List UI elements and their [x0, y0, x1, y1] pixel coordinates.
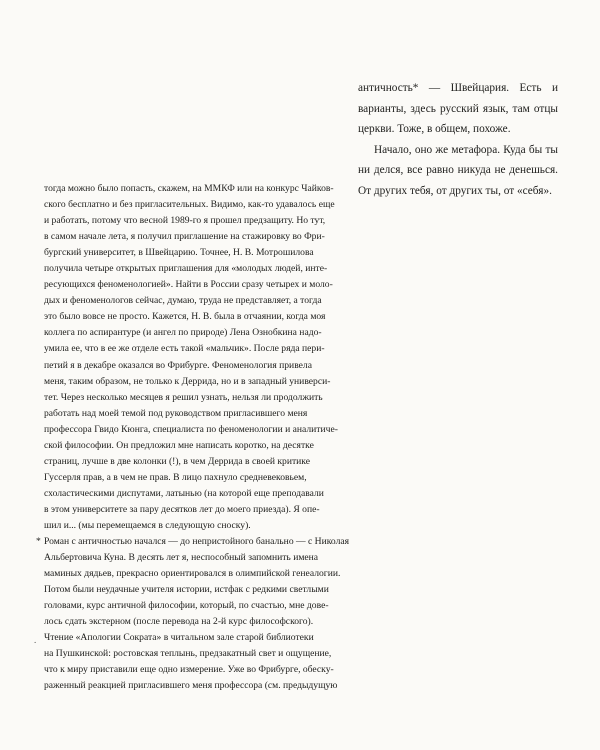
- footnote-line: профессора Гвидо Кюнга, специалиста по феноменологии и аналитиче-: [44, 423, 338, 435]
- margin-mark: .: [34, 635, 37, 645]
- footnote-line: тет. Через несколько месяцев я решил узнать, нельзя ли продолжить: [44, 391, 323, 403]
- main-paragraph-2: Начало, оно же метафора. Куда бы ты ни делся, все равно никуда не денешься. От других тебя, от других ты, от «себя».: [358, 143, 558, 197]
- footnote-line: что к миру приставили еще одно измерение. Уже во Фрибурге, обеску-: [44, 664, 334, 676]
- footnote-line: это было вовсе не просто. Кажется, Н. В. была в отчаянии, когда моя: [44, 311, 326, 323]
- footnote-line: умила ее, что в ее же отделе есть такой «мальчик». После ряда пери-: [44, 343, 325, 355]
- footnote-line: и работать, потому что весной 1989-го я прошел предзащиту. Но тут,: [44, 215, 326, 227]
- footnote-line: шил и... (мы перемещаемся в следующую сноску).: [44, 519, 251, 531]
- main-paragraph-1: античность* — Швейцария. Есть и варианты, здесь русский язык, там отцы церкви. Тоже, в общем, похоже.: [358, 82, 558, 136]
- footnote-line: ресующихся феноменологией». Найти в России сразу четырех и моло-: [44, 279, 333, 291]
- footnote-star: [36, 534, 416, 694]
- footnote-line: раженный реакцией пригласившего меня профессора (см. предыдущую: [44, 680, 338, 692]
- footnote-continuation: [44, 181, 416, 534]
- footnote-line: Альбертовича Куна. В десять лет я, неспособный запомнить имена: [44, 552, 319, 564]
- footnote-line: в самом начале лета, я получил приглашение на стажировку во Фри-: [44, 231, 325, 243]
- footnote-line: лось сдать экстерном (после перевода на 2-й курс философского).: [44, 616, 314, 628]
- footnote-line: получила четыре открытых приглашения для «молодых людей, инте-: [44, 263, 328, 275]
- footnotes: [36, 181, 416, 695]
- footnote-line: страниц, лучше в две колонки (!), в чем Деррида в своей критике: [44, 455, 310, 467]
- footnote-line: коллега по аспирантуре (и ангел по природе) Лена Ознобкина надо-: [44, 327, 322, 339]
- footnote-line: на Пушкинской: ростовская теплынь, предзакатный свет и ощущение,: [44, 648, 332, 660]
- footnote-line: Чтение «Апологии Сократа» в читальном зале старой библиотеки: [44, 632, 314, 644]
- footnote-line: Роман с античностью начался — до непристойного банально — с Николая *: [44, 534, 416, 550]
- footnote-line: работать над моей темой под руководством пригласившего меня: [44, 407, 308, 419]
- footnote-line: дых и феноменологов сейчас, думаю, труда не представляет, а тогда: [44, 295, 322, 307]
- footnote-line: в этом университете за пару десятков лет до моего приезда). Я опе-: [44, 503, 320, 515]
- footnote-line: петий я в декабре оказался во Фрибурге. Феноменология привела: [44, 359, 312, 371]
- footnote-line: меня, таким образом, не только к Деррида, но и в западный универси-: [44, 375, 331, 387]
- footnote-marker: *: [36, 536, 41, 548]
- footnote-line: Потом были неудачные учителя истории, истфак с редкими светлыми: [44, 584, 329, 596]
- footnote-line: ской философии. Он предложил мне написать коротко, на десятке: [44, 439, 314, 451]
- footnote-line: Гуссерля прав, а в чем не прав. В лицо пахнуло средневековьем,: [44, 471, 307, 483]
- footnote-line: маминых дядьев, прекрасно ориентировался в олимпийской генеалогии.: [44, 568, 341, 580]
- footnote-line: головами, курс античной философии, который, по счастью, мне дове-: [44, 600, 329, 612]
- footnote-line: схоластическими диспутами, латынью (на которой еще преподавали: [44, 487, 324, 499]
- footnote-line: бургский университет, в Швейцарию. Точнее, Н. В. Мотрошилова: [44, 247, 314, 259]
- footnote-line: тогда можно было попасть, скажем, на ММКФ или на конкурс Чайков-: [44, 183, 334, 194]
- footnote-line: ского бесплатно и без пригласительных. Видимо, как-то удавалось еще: [44, 199, 335, 211]
